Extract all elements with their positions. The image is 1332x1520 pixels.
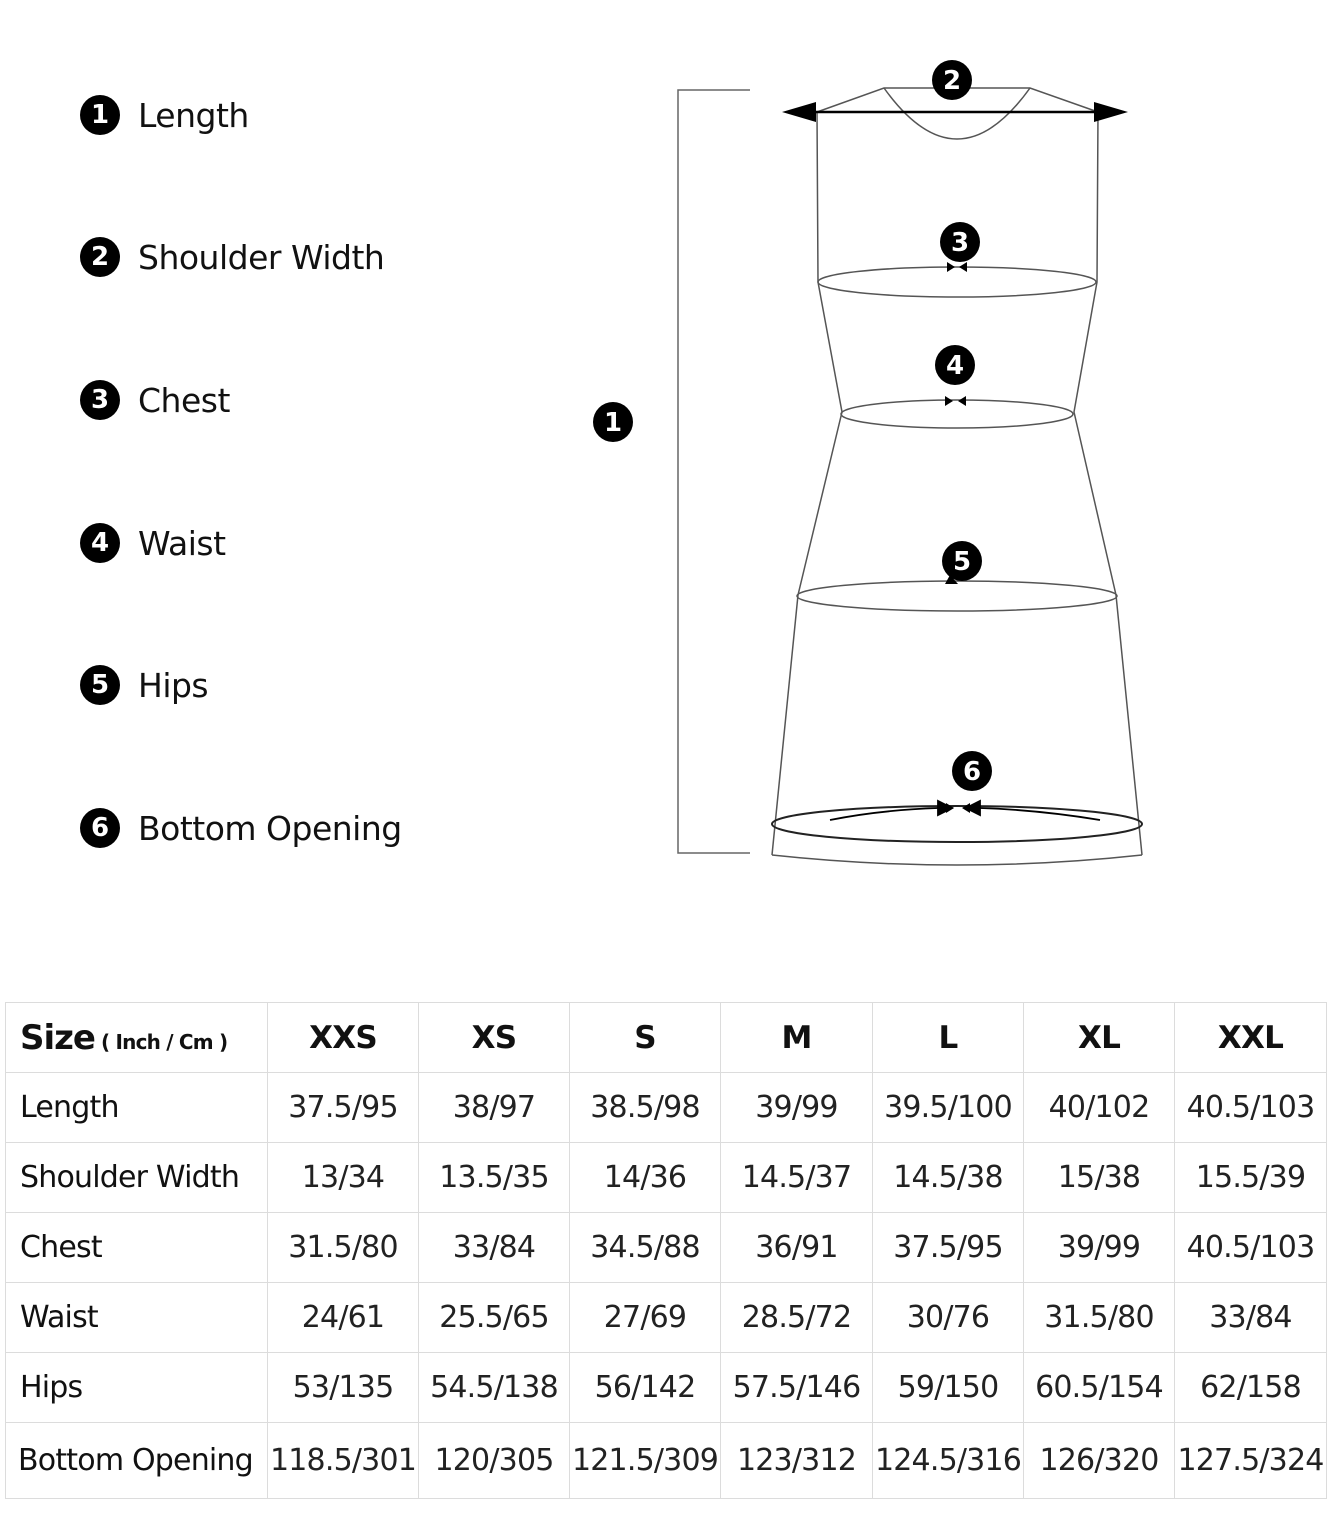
legend-item-chest	[80, 378, 230, 422]
number-6-badge-icon: 6	[80, 808, 120, 848]
legend-label: Length	[138, 95, 249, 135]
table-cell: 40.5/103	[1175, 1073, 1327, 1143]
table-header-row	[6, 1003, 1327, 1073]
hips-ellipse	[797, 581, 1117, 611]
table-cell: 27/69	[570, 1283, 721, 1353]
waist-ellipse	[841, 400, 1073, 428]
dress-hem	[772, 855, 1142, 865]
table-cell: 53/135	[268, 1353, 419, 1423]
table-cell: 62/158	[1175, 1353, 1327, 1423]
legend-label: Shoulder Width	[138, 237, 385, 277]
table-row-chest	[6, 1213, 1327, 1283]
table-cell: 38.5/98	[570, 1073, 721, 1143]
table-cell: 36/91	[721, 1213, 873, 1283]
number-5-badge-icon: 5	[80, 665, 120, 705]
legend-item-waist	[80, 521, 226, 565]
size-chart-table	[5, 1002, 1327, 1499]
marker-4-icon	[935, 345, 975, 385]
row-label: Length	[6, 1073, 268, 1143]
marker-5-icon	[942, 541, 982, 581]
legend-label: Hips	[138, 665, 209, 705]
table-cell: 124.5/316	[873, 1423, 1024, 1499]
small-arrows-icon	[945, 262, 970, 813]
table-cell: 39/99	[1024, 1213, 1175, 1283]
dress-diagram	[580, 50, 1180, 880]
marker-1-label: 1	[603, 408, 623, 438]
table-cell: 14.5/38	[873, 1143, 1024, 1213]
dress-right-side	[1074, 112, 1142, 855]
table-cell: 24/61	[268, 1283, 419, 1353]
table-cell: 37.5/95	[873, 1213, 1024, 1283]
table-cell: 25.5/65	[419, 1283, 570, 1353]
size-header-cell	[6, 1003, 268, 1073]
marker-6-label: 6	[962, 757, 982, 787]
table-row-hips	[6, 1353, 1327, 1423]
row-label: Chest	[6, 1213, 268, 1283]
marker-2-icon	[932, 60, 972, 100]
legend-item-hips	[80, 663, 208, 707]
marker-5-label: 5	[952, 547, 972, 577]
row-label: Hips	[6, 1353, 268, 1423]
number-2-badge-icon: 2	[80, 237, 120, 277]
row-label: Shoulder Width	[6, 1143, 268, 1213]
size-column-header: M	[721, 1003, 873, 1073]
marker-2-label: 2	[942, 66, 962, 96]
unit-label: ( Inch / Cm )	[101, 1029, 228, 1054]
marker-4-label: 4	[945, 351, 965, 381]
marker-3-label: 3	[950, 228, 970, 258]
table-cell: 31.5/80	[268, 1213, 419, 1283]
legend-item-shoulder-width	[80, 235, 384, 279]
chest-ellipse	[818, 267, 1096, 297]
table-cell: 120/305	[419, 1423, 570, 1499]
number-3-badge-icon: 3	[80, 380, 120, 420]
size-column-header: XXS	[268, 1003, 419, 1073]
table-cell: 15/38	[1024, 1143, 1175, 1213]
row-label: Bottom Opening	[6, 1423, 268, 1499]
legend-item-length	[80, 93, 249, 137]
legend-item-bottom-opening	[80, 806, 402, 850]
table-cell: 54.5/138	[419, 1353, 570, 1423]
number-1-badge-icon: 1	[80, 95, 120, 135]
table-cell: 57.5/146	[721, 1353, 873, 1423]
legend-label: Bottom Opening	[138, 808, 402, 848]
table-cell: 14.5/37	[721, 1143, 873, 1213]
legend-label: Waist	[138, 523, 226, 563]
table-cell: 33/84	[1175, 1283, 1327, 1353]
size-header-label: Size	[20, 1017, 95, 1058]
table-cell: 13/34	[268, 1143, 419, 1213]
size-column-header: XS	[419, 1003, 570, 1073]
table-cell: 34.5/88	[570, 1213, 721, 1283]
marker-3-icon	[940, 222, 980, 262]
table-row-waist	[6, 1283, 1327, 1353]
marker-1-icon	[593, 402, 633, 442]
table-cell: 38/97	[419, 1073, 570, 1143]
table-cell: 127.5/324	[1175, 1423, 1327, 1499]
table-row-bottom-opening	[6, 1423, 1327, 1499]
table-cell: 37.5/95	[268, 1073, 419, 1143]
size-column-header: S	[570, 1003, 721, 1073]
bottom-opening-ellipse	[772, 806, 1142, 842]
size-column-header: XL	[1024, 1003, 1175, 1073]
table-cell: 28.5/72	[721, 1283, 873, 1353]
row-label: Waist	[6, 1283, 268, 1353]
table-cell: 39.5/100	[873, 1073, 1024, 1143]
table-cell: 40/102	[1024, 1073, 1175, 1143]
length-bracket	[678, 90, 750, 853]
table-cell: 123/312	[721, 1423, 873, 1499]
table-cell: 14/36	[570, 1143, 721, 1213]
table-cell: 59/150	[873, 1353, 1024, 1423]
table-cell: 60.5/154	[1024, 1353, 1175, 1423]
size-column-header: L	[873, 1003, 1024, 1073]
table-cell: 56/142	[570, 1353, 721, 1423]
number-4-badge-icon: 4	[80, 523, 120, 563]
table-row-shoulder-width	[6, 1143, 1327, 1213]
table-cell: 15.5/39	[1175, 1143, 1327, 1213]
table-cell: 121.5/309	[570, 1423, 721, 1499]
bottom-opening-arrows-icon	[830, 801, 1100, 820]
legend-label: Chest	[138, 380, 230, 420]
dress-left-side	[772, 112, 842, 855]
table-cell: 40.5/103	[1175, 1213, 1327, 1283]
table-cell: 30/76	[873, 1283, 1024, 1353]
table-cell: 118.5/301	[268, 1423, 419, 1499]
table-cell: 31.5/80	[1024, 1283, 1175, 1353]
table-row-length	[6, 1073, 1327, 1143]
table-cell: 126/320	[1024, 1423, 1175, 1499]
table-cell: 39/99	[721, 1073, 873, 1143]
table-cell: 13.5/35	[419, 1143, 570, 1213]
marker-6-icon	[952, 751, 992, 791]
size-column-header: XXL	[1175, 1003, 1327, 1073]
table-cell: 33/84	[419, 1213, 570, 1283]
